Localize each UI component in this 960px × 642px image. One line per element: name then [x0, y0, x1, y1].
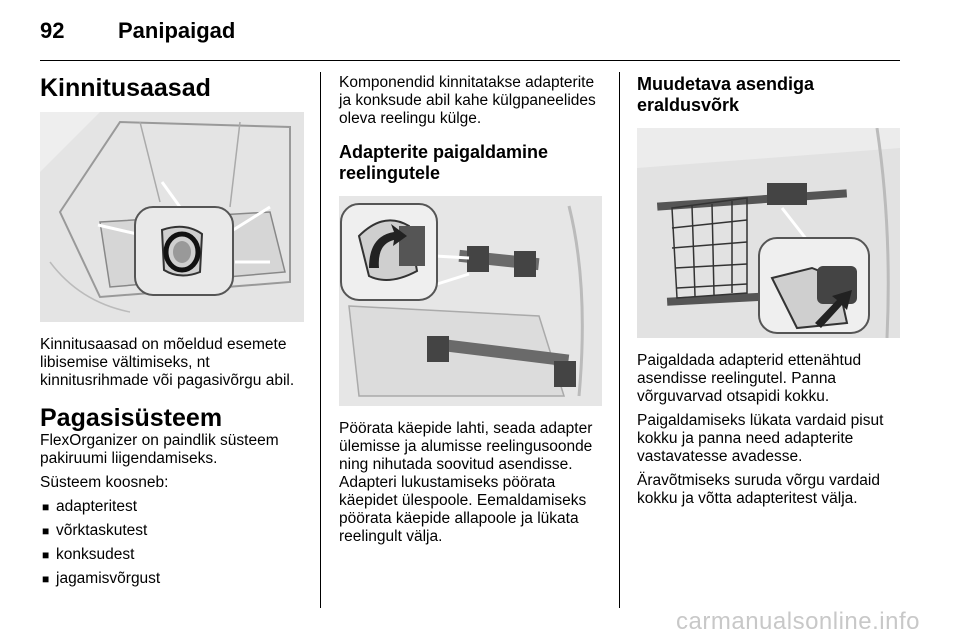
- column-3: [637, 74, 902, 514]
- page-number: 92: [40, 18, 65, 43]
- column-divider: [320, 72, 321, 608]
- paragraph: Kinnitusaasad on mõeldud esemete libisemise vältimiseks, nt kinnitusrihmade või pagasivõrgu abil.: [40, 336, 295, 389]
- partition-net-illustration: [637, 128, 900, 338]
- paragraph: Paigaldamiseks lükata vardaid pisut kokku ja panna need adapterite vastavatesse avadesse.: [637, 412, 884, 465]
- running-head: Panipaigad: [118, 18, 236, 43]
- paragraph: Komponendid kinnitatakse adapterite ja konksude abil kahe külgpaneelides oleva reelingu külge.: [339, 74, 596, 127]
- list-item: ■ võrktaskutest: [42, 522, 148, 539]
- column-1: [40, 74, 304, 594]
- watermark: carmanualsonline.info: [676, 608, 920, 635]
- list-item: ■ adapteritest: [42, 498, 137, 515]
- list-item: ■ konksudest: [42, 546, 135, 563]
- bullet-icon: ■: [42, 524, 50, 538]
- paragraph: Pöörata käepide lahti, seada adapter ülemisse ja alumisse reelingusoonde ning nihutada soovitud asendisse. Adapteri lukustamiseks pöörata käepidet ülespoole. Eemaldamiseks pöörata käepide allapoole ja lükata reelingult välja.: [339, 420, 593, 545]
- section-title-pagasisusteem: Pagasisüsteem: [40, 404, 223, 432]
- subheading-partition-net: Muudetava asendiga eraldusvõrk: [637, 74, 815, 115]
- paragraph: FlexOrganizer on paindlik süsteem pakiruumi liigendamiseks.: [40, 432, 279, 467]
- bullet-icon: ■: [42, 500, 50, 514]
- paragraph: Äravõtmiseks suruda võrgu vardaid kokku ja võtta adapteritest välja.: [637, 472, 880, 507]
- paragraph: Süsteem koosneb:: [40, 474, 169, 491]
- adapter-installation-illustration: [339, 196, 602, 406]
- list-item: ■ jagamisvõrgust: [42, 570, 161, 587]
- paragraph: Paigaldada adapterid ettenähtud asendisse reelingutel. Panna võrguvarvad otsapidi kokku.: [637, 352, 862, 405]
- column-2: [339, 74, 604, 552]
- section-title-kinnitusaasad: Kinnitusaasad: [40, 74, 211, 102]
- tie-down-eye-illustration: [40, 112, 304, 322]
- component-list: [40, 498, 304, 588]
- bullet-icon: ■: [42, 548, 50, 562]
- column-divider: [619, 72, 620, 608]
- bullet-icon: ■: [42, 572, 50, 586]
- subheading-adapter-installation: Adapterite paigaldamine reelingutele: [339, 142, 549, 183]
- header-rule: [40, 60, 900, 61]
